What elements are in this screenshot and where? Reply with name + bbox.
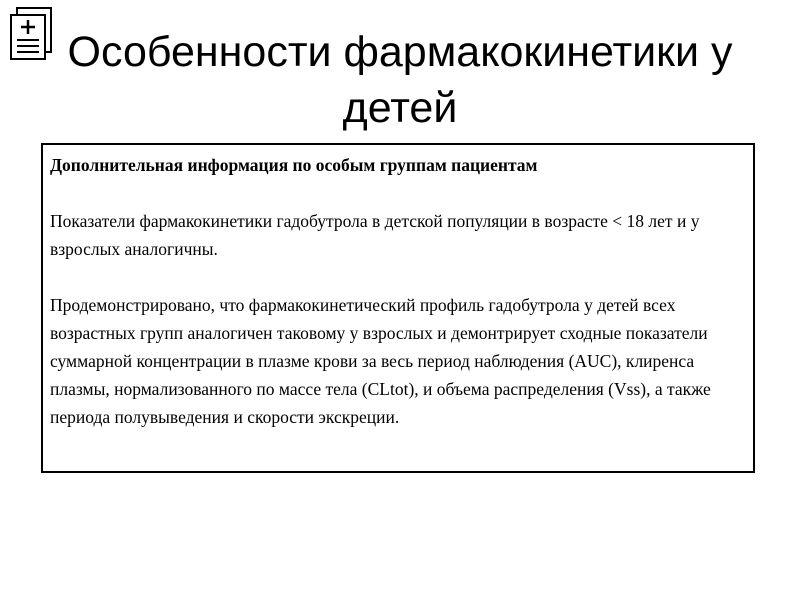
info-box-paragraph-2: Продемонстрировано, что фармакокинетический профиль гадобутрола у детей всех возрастных групп аналогичен таковому у взрослых и демонтрирует сходные показатели суммарной концентрации в плазме крови за весь период наблюдения (AUC), клиренса плазмы, нормализованного по массе тела (CLtot), и объема распределения (Vss), а также периода полувыведения и скорости экскреции.	[50, 295, 711, 427]
page-title-line2: детей	[342, 84, 458, 132]
page-title-line1: Особенности фармакокинетики у	[67, 28, 733, 76]
info-box-paragraph-1: Показатели фармакокинетики гадобутрола в детской популяции в возрасте < 18 лет и у взрослых аналогичны.	[50, 211, 700, 259]
info-box-heading: Дополнительная информация по особым группам пациентам	[50, 155, 538, 175]
page-title	[0, 24, 800, 136]
info-box	[41, 143, 755, 473]
